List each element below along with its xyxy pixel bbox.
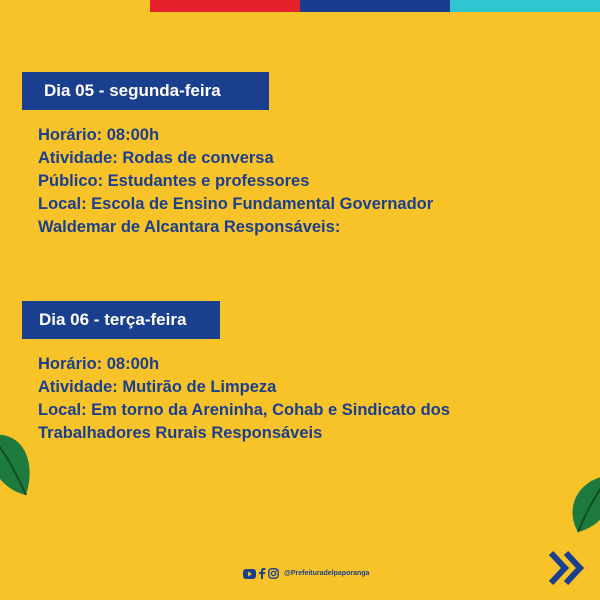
facebook-icon[interactable]	[258, 568, 266, 579]
day-1-time: Horário: 08:00h	[38, 126, 160, 144]
youtube-icon[interactable]	[243, 569, 256, 579]
leaf-right-icon	[560, 470, 600, 540]
top-stripe-red	[150, 0, 300, 12]
top-stripe-blue	[300, 0, 450, 12]
day-2-location: Local: Em torno da Areninha, Cohab e Sindicato dos	[38, 401, 450, 419]
instagram-icon[interactable]	[268, 568, 279, 579]
day-1-location-cont: Waldemar de Alcantara Responsáveis:	[38, 218, 341, 236]
day-2-activity: Atividade: Mutirão de Limpeza	[38, 378, 277, 396]
day-1-audience: Público: Estudantes e professores	[38, 172, 310, 190]
day-2-time: Horário: 08:00h	[38, 355, 160, 373]
day-2-title: Dia 06 - terça-feira	[22, 301, 220, 339]
day-1-location: Local: Escola de Ensino Fundamental Governador	[38, 195, 434, 213]
leaf-left-icon	[0, 425, 42, 505]
day-1-details	[38, 124, 538, 239]
day-1-activity: Atividade: Rodas de conversa	[38, 149, 274, 167]
social-handle: @Prefeituradelpaporanga	[284, 570, 370, 577]
day-2-location-cont: Trabalhadores Rurais Responsáveis	[38, 424, 323, 442]
double-chevron-right-icon	[548, 550, 592, 586]
day-1-title: Dia 05 - segunda-feira	[22, 72, 269, 110]
social-footer	[243, 568, 369, 579]
day-2-details	[38, 353, 538, 445]
top-stripe-cyan	[450, 0, 600, 12]
